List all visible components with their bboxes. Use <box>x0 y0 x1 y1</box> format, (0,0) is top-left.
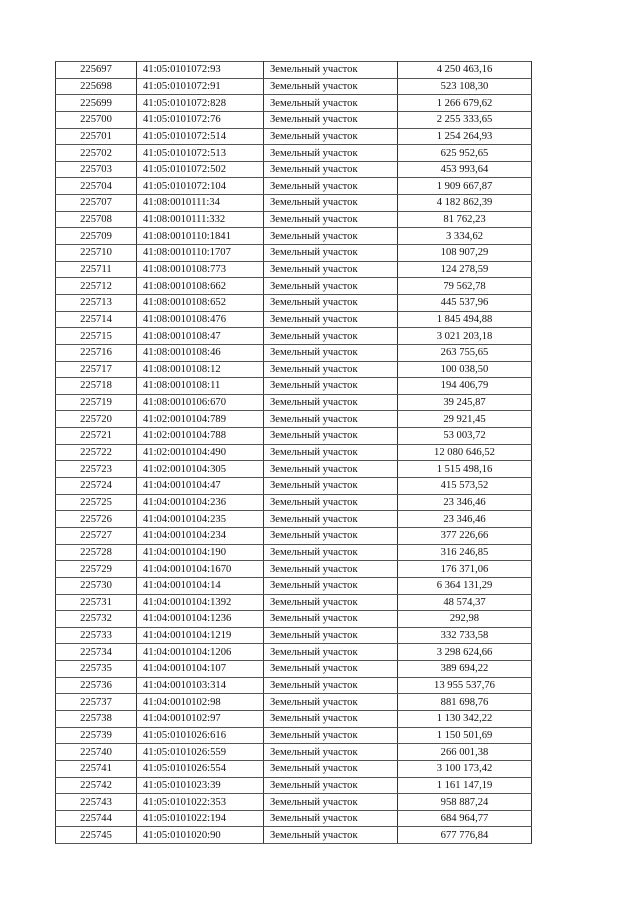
row-number-cell: 225697 <box>56 62 137 79</box>
table-row <box>56 195 532 212</box>
cadastral-number-cell: 41:04:0010104:190 <box>137 544 264 561</box>
row-number-cell: 225732 <box>56 611 137 628</box>
row-number-cell: 225718 <box>56 378 137 395</box>
cadastral-number-cell: 41:08:0010108:46 <box>137 344 264 361</box>
row-number-cell: 225704 <box>56 178 137 195</box>
row-number-cell: 225737 <box>56 694 137 711</box>
row-number-cell: 225731 <box>56 594 137 611</box>
cadastral-value-cell: 4 182 862,39 <box>398 195 532 212</box>
object-type-cell: Земельный участок <box>264 544 398 561</box>
cadastral-value-cell: 29 921,45 <box>398 411 532 428</box>
row-number-cell: 225723 <box>56 461 137 478</box>
cadastral-number-cell: 41:05:0101023:39 <box>137 777 264 794</box>
cadastral-value-cell: 1 515 498,16 <box>398 461 532 478</box>
cadastral-value-cell: 292,98 <box>398 611 532 628</box>
row-number-cell: 225727 <box>56 527 137 544</box>
row-number-cell: 225726 <box>56 511 137 528</box>
table-row <box>56 577 532 594</box>
table-row <box>56 78 532 95</box>
object-type-cell: Земельный участок <box>264 344 398 361</box>
row-number-cell: 225734 <box>56 644 137 661</box>
cadastral-value-cell: 124 278,59 <box>398 261 532 278</box>
row-number-cell: 225730 <box>56 577 137 594</box>
cadastral-value-cell: 3 298 624,66 <box>398 644 532 661</box>
object-type-cell: Земельный участок <box>264 311 398 328</box>
object-type-cell: Земельный участок <box>264 161 398 178</box>
cadastral-value-cell: 958 887,24 <box>398 794 532 811</box>
cadastral-value-cell: 53 003,72 <box>398 428 532 445</box>
table-row <box>56 561 532 578</box>
cadastral-number-cell: 41:08:0010108:476 <box>137 311 264 328</box>
row-number-cell: 225743 <box>56 794 137 811</box>
cadastral-number-cell: 41:05:0101022:353 <box>137 794 264 811</box>
cadastral-value-cell: 3 021 203,18 <box>398 328 532 345</box>
cadastral-number-cell: 41:04:0010104:1670 <box>137 561 264 578</box>
cadastral-value-cell: 625 952,65 <box>398 145 532 162</box>
table-row <box>56 62 532 79</box>
cadastral-value-cell: 194 406,79 <box>398 378 532 395</box>
cadastral-value-cell: 389 694,22 <box>398 661 532 678</box>
table-row <box>56 428 532 445</box>
cadastral-number-cell: 41:05:0101072:91 <box>137 78 264 95</box>
cadastral-value-table <box>55 61 532 844</box>
table-row <box>56 677 532 694</box>
row-number-cell: 225707 <box>56 195 137 212</box>
object-type-cell: Земельный участок <box>264 461 398 478</box>
cadastral-value-cell: 523 108,30 <box>398 78 532 95</box>
object-type-cell: Земельный участок <box>264 228 398 245</box>
table-row <box>56 228 532 245</box>
object-type-cell: Земельный участок <box>264 62 398 79</box>
cadastral-value-cell: 12 080 646,52 <box>398 444 532 461</box>
object-type-cell: Земельный участок <box>264 577 398 594</box>
object-type-cell: Земельный участок <box>264 378 398 395</box>
cadastral-value-cell: 453 993,64 <box>398 161 532 178</box>
table-row <box>56 95 532 112</box>
cadastral-value-cell: 377 226,66 <box>398 527 532 544</box>
table-row <box>56 461 532 478</box>
cadastral-number-cell: 41:04:0010103:314 <box>137 677 264 694</box>
table-row <box>56 361 532 378</box>
cadastral-number-cell: 41:02:0010104:788 <box>137 428 264 445</box>
object-type-cell: Земельный участок <box>264 111 398 128</box>
row-number-cell: 225733 <box>56 627 137 644</box>
cadastral-value-cell: 1 909 667,87 <box>398 178 532 195</box>
cadastral-number-cell: 41:08:0010108:47 <box>137 328 264 345</box>
cadastral-value-cell: 108 907,29 <box>398 245 532 262</box>
row-number-cell: 225715 <box>56 328 137 345</box>
cadastral-value-cell: 1 161 147,19 <box>398 777 532 794</box>
object-type-cell: Земельный участок <box>264 794 398 811</box>
cadastral-value-cell: 4 250 463,16 <box>398 62 532 79</box>
row-number-cell: 225713 <box>56 294 137 311</box>
cadastral-number-cell: 41:02:0010104:305 <box>137 461 264 478</box>
cadastral-number-cell: 41:04:0010104:47 <box>137 478 264 495</box>
object-type-cell: Земельный участок <box>264 78 398 95</box>
object-type-cell: Земельный участок <box>264 95 398 112</box>
object-type-cell: Земельный участок <box>264 661 398 678</box>
cadastral-number-cell: 41:04:0010104:14 <box>137 577 264 594</box>
cadastral-number-cell: 41:04:0010104:1219 <box>137 627 264 644</box>
cadastral-number-cell: 41:04:0010104:236 <box>137 494 264 511</box>
cadastral-value-cell: 1 845 494,88 <box>398 311 532 328</box>
object-type-cell: Земельный участок <box>264 278 398 295</box>
table-row <box>56 810 532 827</box>
table-row <box>56 394 532 411</box>
cadastral-number-cell: 41:04:0010102:97 <box>137 710 264 727</box>
object-type-cell: Земельный участок <box>264 394 398 411</box>
cadastral-value-cell: 6 364 131,29 <box>398 577 532 594</box>
object-type-cell: Земельный участок <box>264 361 398 378</box>
table-row <box>56 794 532 811</box>
table-row <box>56 311 532 328</box>
table-row <box>56 245 532 262</box>
cadastral-value-cell: 415 573,52 <box>398 478 532 495</box>
object-type-cell: Земельный участок <box>264 444 398 461</box>
object-type-cell: Земельный участок <box>264 511 398 528</box>
cadastral-number-cell: 41:04:0010104:235 <box>137 511 264 528</box>
cadastral-value-cell: 23 346,46 <box>398 511 532 528</box>
table-row <box>56 594 532 611</box>
cadastral-number-cell: 41:08:0010108:11 <box>137 378 264 395</box>
table-row <box>56 527 532 544</box>
cadastral-number-cell: 41:05:0101022:194 <box>137 810 264 827</box>
table-row <box>56 161 532 178</box>
cadastral-value-cell: 100 038,50 <box>398 361 532 378</box>
cadastral-number-cell: 41:08:0010106:670 <box>137 394 264 411</box>
table-row <box>56 111 532 128</box>
object-type-cell: Земельный участок <box>264 478 398 495</box>
row-number-cell: 225714 <box>56 311 137 328</box>
cadastral-number-cell: 41:08:0010108:773 <box>137 261 264 278</box>
object-type-cell: Земельный участок <box>264 294 398 311</box>
cadastral-number-cell: 41:04:0010104:234 <box>137 527 264 544</box>
cadastral-value-cell: 266 001,38 <box>398 744 532 761</box>
object-type-cell: Земельный участок <box>264 760 398 777</box>
cadastral-number-cell: 41:04:0010102:98 <box>137 694 264 711</box>
cadastral-number-cell: 41:05:0101072:93 <box>137 62 264 79</box>
table-row <box>56 544 532 561</box>
object-type-cell: Земельный участок <box>264 777 398 794</box>
row-number-cell: 225745 <box>56 827 137 844</box>
table-row <box>56 211 532 228</box>
row-number-cell: 225742 <box>56 777 137 794</box>
row-number-cell: 225735 <box>56 661 137 678</box>
table-row <box>56 494 532 511</box>
row-number-cell: 225722 <box>56 444 137 461</box>
cadastral-value-cell: 332 733,58 <box>398 627 532 644</box>
object-type-cell: Земельный участок <box>264 411 398 428</box>
row-number-cell: 225739 <box>56 727 137 744</box>
row-number-cell: 225721 <box>56 428 137 445</box>
cadastral-value-cell: 3 100 173,42 <box>398 760 532 777</box>
cadastral-value-cell: 1 150 501,69 <box>398 727 532 744</box>
table-row <box>56 145 532 162</box>
object-type-cell: Земельный участок <box>264 561 398 578</box>
cadastral-number-cell: 41:05:0101026:554 <box>137 760 264 777</box>
row-number-cell: 225716 <box>56 344 137 361</box>
cadastral-number-cell: 41:05:0101072:828 <box>137 95 264 112</box>
table-row <box>56 178 532 195</box>
cadastral-value-cell: 13 955 537,76 <box>398 677 532 694</box>
cadastral-value-cell: 263 755,65 <box>398 344 532 361</box>
cadastral-value-cell: 3 334,62 <box>398 228 532 245</box>
row-number-cell: 225711 <box>56 261 137 278</box>
cadastral-number-cell: 41:04:0010104:1236 <box>137 611 264 628</box>
cadastral-value-cell: 39 245,87 <box>398 394 532 411</box>
object-type-cell: Земельный участок <box>264 677 398 694</box>
cadastral-number-cell: 41:08:0010111:332 <box>137 211 264 228</box>
cadastral-value-cell: 81 762,23 <box>398 211 532 228</box>
row-number-cell: 225725 <box>56 494 137 511</box>
row-number-cell: 225719 <box>56 394 137 411</box>
table-row <box>56 344 532 361</box>
object-type-cell: Земельный участок <box>264 527 398 544</box>
object-type-cell: Земельный участок <box>264 810 398 827</box>
row-number-cell: 225701 <box>56 128 137 145</box>
cadastral-number-cell: 41:04:0010104:1392 <box>137 594 264 611</box>
cadastral-value-cell: 48 574,37 <box>398 594 532 611</box>
cadastral-value-cell: 445 537,96 <box>398 294 532 311</box>
row-number-cell: 225724 <box>56 478 137 495</box>
object-type-cell: Земельный участок <box>264 178 398 195</box>
object-type-cell: Земельный участок <box>264 827 398 844</box>
cadastral-value-cell: 2 255 333,65 <box>398 111 532 128</box>
cadastral-value-cell: 23 346,46 <box>398 494 532 511</box>
object-type-cell: Земельный участок <box>264 611 398 628</box>
cadastral-value-cell: 677 776,84 <box>398 827 532 844</box>
table-row <box>56 661 532 678</box>
cadastral-number-cell: 41:08:0010110:1707 <box>137 245 264 262</box>
table-row <box>56 744 532 761</box>
cadastral-number-cell: 41:08:0010108:12 <box>137 361 264 378</box>
row-number-cell: 225720 <box>56 411 137 428</box>
table-row <box>56 511 532 528</box>
row-number-cell: 225738 <box>56 710 137 727</box>
table-row <box>56 278 532 295</box>
table-row <box>56 694 532 711</box>
table-row <box>56 444 532 461</box>
object-type-cell: Земельный участок <box>264 328 398 345</box>
cadastral-number-cell: 41:05:0101072:502 <box>137 161 264 178</box>
row-number-cell: 225708 <box>56 211 137 228</box>
object-type-cell: Земельный участок <box>264 710 398 727</box>
object-type-cell: Земельный участок <box>264 211 398 228</box>
row-number-cell: 225710 <box>56 245 137 262</box>
table-row <box>56 294 532 311</box>
table-body <box>56 62 532 844</box>
cadastral-number-cell: 41:08:0010108:652 <box>137 294 264 311</box>
row-number-cell: 225703 <box>56 161 137 178</box>
object-type-cell: Земельный участок <box>264 428 398 445</box>
cadastral-number-cell: 41:08:0010108:662 <box>137 278 264 295</box>
object-type-cell: Земельный участок <box>264 644 398 661</box>
cadastral-number-cell: 41:05:0101026:616 <box>137 727 264 744</box>
row-number-cell: 225740 <box>56 744 137 761</box>
row-number-cell: 225709 <box>56 228 137 245</box>
cadastral-value-cell: 79 562,78 <box>398 278 532 295</box>
object-type-cell: Земельный участок <box>264 245 398 262</box>
cadastral-number-cell: 41:02:0010104:789 <box>137 411 264 428</box>
table-row <box>56 611 532 628</box>
row-number-cell: 225712 <box>56 278 137 295</box>
table-row <box>56 378 532 395</box>
row-number-cell: 225729 <box>56 561 137 578</box>
cadastral-number-cell: 41:05:0101020:90 <box>137 827 264 844</box>
table-row <box>56 727 532 744</box>
cadastral-number-cell: 41:04:0010104:1206 <box>137 644 264 661</box>
cadastral-number-cell: 41:05:0101072:76 <box>137 111 264 128</box>
cadastral-value-cell: 176 371,06 <box>398 561 532 578</box>
object-type-cell: Земельный участок <box>264 261 398 278</box>
row-number-cell: 225698 <box>56 78 137 95</box>
cadastral-value-cell: 1 254 264,93 <box>398 128 532 145</box>
table-row <box>56 827 532 844</box>
table-row <box>56 478 532 495</box>
object-type-cell: Земельный участок <box>264 627 398 644</box>
cadastral-value-cell: 684 964,77 <box>398 810 532 827</box>
cadastral-number-cell: 41:05:0101072:513 <box>137 145 264 162</box>
cadastral-number-cell: 41:05:0101072:104 <box>137 178 264 195</box>
table-row <box>56 128 532 145</box>
table-row <box>56 261 532 278</box>
object-type-cell: Земельный участок <box>264 494 398 511</box>
row-number-cell: 225699 <box>56 95 137 112</box>
cadastral-number-cell: 41:08:0010110:1841 <box>137 228 264 245</box>
object-type-cell: Земельный участок <box>264 744 398 761</box>
object-type-cell: Земельный участок <box>264 195 398 212</box>
cadastral-value-cell: 1 266 679,62 <box>398 95 532 112</box>
object-type-cell: Земельный участок <box>264 594 398 611</box>
cadastral-number-cell: 41:02:0010104:490 <box>137 444 264 461</box>
cadastral-value-cell: 881 698,76 <box>398 694 532 711</box>
cadastral-number-cell: 41:04:0010104:107 <box>137 661 264 678</box>
table-row <box>56 328 532 345</box>
cadastral-number-cell: 41:08:0010111:34 <box>137 195 264 212</box>
row-number-cell: 225700 <box>56 111 137 128</box>
cadastral-number-cell: 41:05:0101026:559 <box>137 744 264 761</box>
row-number-cell: 225717 <box>56 361 137 378</box>
object-type-cell: Земельный участок <box>264 694 398 711</box>
table-row <box>56 760 532 777</box>
table-row <box>56 411 532 428</box>
cadastral-value-cell: 1 130 342,22 <box>398 710 532 727</box>
row-number-cell: 225741 <box>56 760 137 777</box>
table-row <box>56 627 532 644</box>
row-number-cell: 225736 <box>56 677 137 694</box>
object-type-cell: Земельный участок <box>264 128 398 145</box>
cadastral-number-cell: 41:05:0101072:514 <box>137 128 264 145</box>
cadastral-value-cell: 316 246,85 <box>398 544 532 561</box>
table-row <box>56 644 532 661</box>
row-number-cell: 225728 <box>56 544 137 561</box>
table-row <box>56 777 532 794</box>
table-row <box>56 710 532 727</box>
object-type-cell: Земельный участок <box>264 727 398 744</box>
object-type-cell: Земельный участок <box>264 145 398 162</box>
row-number-cell: 225702 <box>56 145 137 162</box>
row-number-cell: 225744 <box>56 810 137 827</box>
